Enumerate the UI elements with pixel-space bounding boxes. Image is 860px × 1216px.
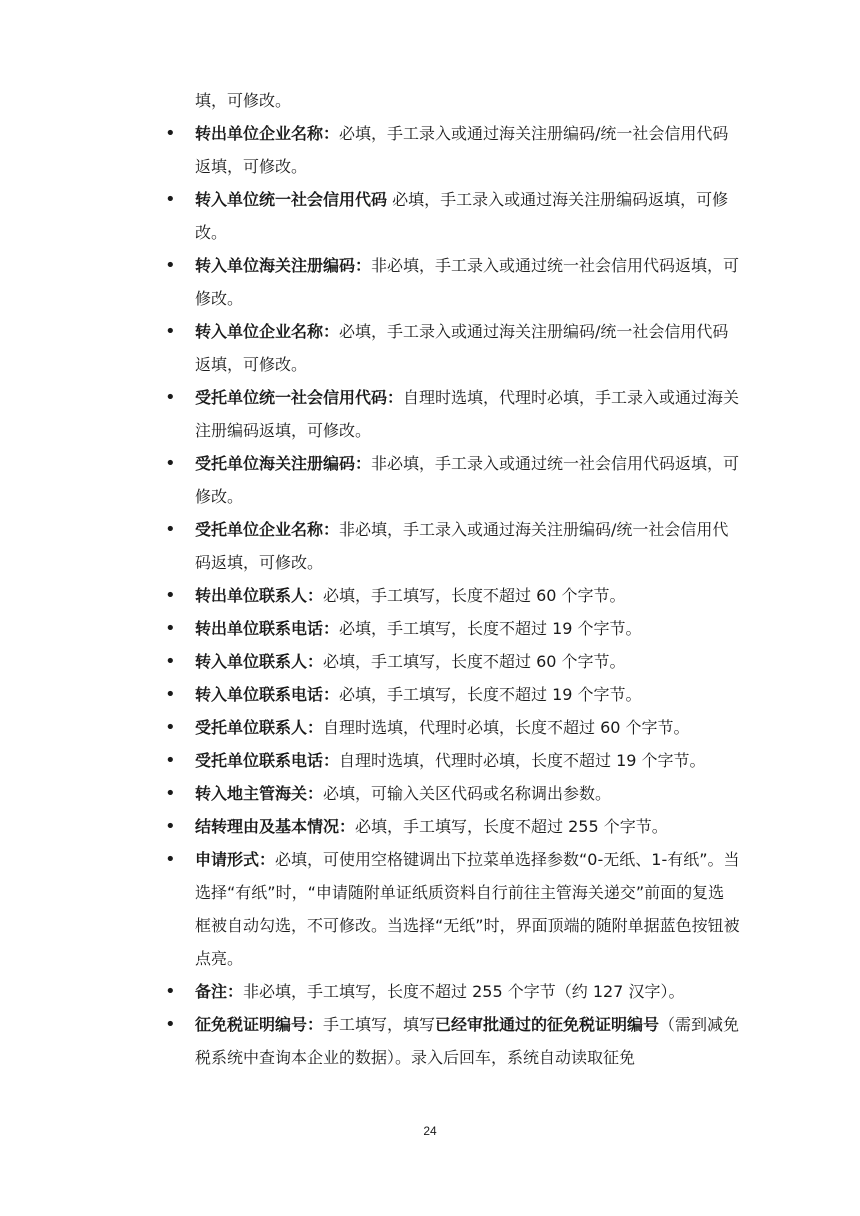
bullet-icon: •	[165, 849, 176, 870]
bullet-icon: •	[165, 123, 176, 144]
field-description: 必填，手工填写，长度不超过 255 个字节。	[355, 817, 668, 836]
bullet-icon: •	[165, 981, 176, 1002]
field-term: 申请形式：	[195, 850, 276, 869]
list-item	[165, 711, 740, 744]
field-description: 必填，手工录入或通过海关注册编码/统一社会信用代码返填，可修改。	[195, 322, 729, 374]
list-item	[165, 381, 740, 447]
bullet-icon: •	[165, 717, 176, 738]
field-term: 转入单位统一社会信用代码	[195, 190, 388, 209]
field-description: 自理时选填，代理时必填，长度不超过 19 个字节。	[339, 751, 706, 770]
field-description: 手工填写，填写	[323, 1015, 436, 1034]
list-item	[165, 645, 740, 678]
list-item	[165, 744, 740, 777]
list-item	[165, 183, 740, 249]
field-description: 非必填，手工录入或通过统一社会信用代码返填，可修改。	[195, 256, 740, 308]
list-item	[165, 579, 740, 612]
list-item	[165, 612, 740, 645]
bullet-icon: •	[165, 453, 176, 474]
bullet-icon: •	[165, 1014, 176, 1035]
list-item	[165, 975, 740, 1008]
continued-text: 填，可修改。	[195, 91, 292, 110]
bullet-icon: •	[165, 651, 176, 672]
bullet-icon: •	[165, 321, 176, 342]
field-description: 非必填，手工录入或通过海关注册编码/统一社会信用代码返填，可修改。	[195, 520, 729, 572]
page-number: 24	[423, 1124, 437, 1138]
list-item	[165, 249, 740, 315]
field-description: 必填，手工填写，长度不超过 19 个字节。	[339, 619, 642, 638]
bullet-icon: •	[165, 585, 176, 606]
bullet-icon: •	[165, 750, 176, 771]
list-item	[165, 117, 740, 183]
field-term: 结转理由及基本情况：	[195, 817, 356, 836]
bullet-icon: •	[165, 387, 176, 408]
list-item	[165, 1008, 740, 1074]
bullet-icon: •	[165, 816, 176, 837]
field-term: 备注：	[195, 982, 244, 1001]
list-item	[165, 513, 740, 579]
field-term: 转入单位企业名称：	[195, 322, 340, 341]
bullet-icon: •	[165, 618, 176, 639]
field-description: 必填，可使用空格键调出下拉菜单选择参数“0-无纸、1-有纸”。当选择“有纸”时，“申请随附单证纸质资料自行前往主管海关递交”前面的复选框被自动勾选，不可修改。当选择“无纸”时，界面顶端的随附单据蓝色按钮被点亮。	[195, 850, 740, 968]
field-term: 转入单位联系人：	[195, 652, 324, 671]
bullet-icon: •	[165, 783, 176, 804]
field-term: 转出单位企业名称：	[195, 124, 340, 143]
field-term: 受托单位联系人：	[195, 718, 324, 737]
field-description: 非必填，手工填写，长度不超过 255 个字节（约 127 汉字）。	[243, 982, 685, 1001]
field-description: 必填，手工填写，长度不超过 60 个字节。	[323, 652, 626, 671]
field-description: 自理时选填，代理时必填，长度不超过 60 个字节。	[323, 718, 690, 737]
bullet-icon: •	[165, 519, 176, 540]
field-list-tail	[165, 1008, 740, 1074]
field-description: （需到减免税系统中查询本企业的数据）。录入后回车，系统自动读取征免	[195, 1015, 740, 1067]
field-emphasis: 已经审批通过的征免税证明编号	[435, 1015, 660, 1034]
list-item	[165, 777, 740, 810]
field-term: 受托单位海关注册编码：	[195, 454, 372, 473]
field-description: 必填，手工填写，长度不超过 19 个字节。	[339, 685, 642, 704]
list-item	[165, 810, 740, 843]
list-item	[165, 447, 740, 513]
field-description: 必填，可输入关区代码或名称调出参数。	[323, 784, 612, 803]
field-term: 受托单位统一社会信用代码：	[195, 388, 404, 407]
field-description: 必填，手工填写，长度不超过 60 个字节。	[323, 586, 626, 605]
list-item	[165, 843, 740, 975]
bullet-icon: •	[165, 684, 176, 705]
field-term: 转入地主管海关：	[195, 784, 324, 803]
field-list	[165, 117, 740, 1008]
field-description: 非必填，手工录入或通过统一社会信用代码返填，可修改。	[195, 454, 740, 506]
field-description: 必填，手工录入或通过海关注册编码/统一社会信用代码返填，可修改。	[195, 124, 729, 176]
list-item	[165, 678, 740, 711]
field-term: 转入单位海关注册编码：	[195, 256, 372, 275]
page-content	[165, 84, 740, 1074]
field-term: 转出单位联系电话：	[195, 619, 340, 638]
field-description: 自理时选填，代理时必填，手工录入或通过海关注册编码返填，可修改。	[195, 388, 740, 440]
list-item	[165, 315, 740, 381]
field-term: 转出单位联系人：	[195, 586, 324, 605]
field-term: 征免税证明编号：	[195, 1015, 324, 1034]
field-description: 必填，手工录入或通过海关注册编码返填，可修改。	[195, 190, 729, 242]
bullet-icon: •	[165, 189, 176, 210]
bullet-icon: •	[165, 255, 176, 276]
field-term: 受托单位联系电话：	[195, 751, 340, 770]
field-term: 转入单位联系电话：	[195, 685, 340, 704]
field-term: 受托单位企业名称：	[195, 520, 340, 539]
